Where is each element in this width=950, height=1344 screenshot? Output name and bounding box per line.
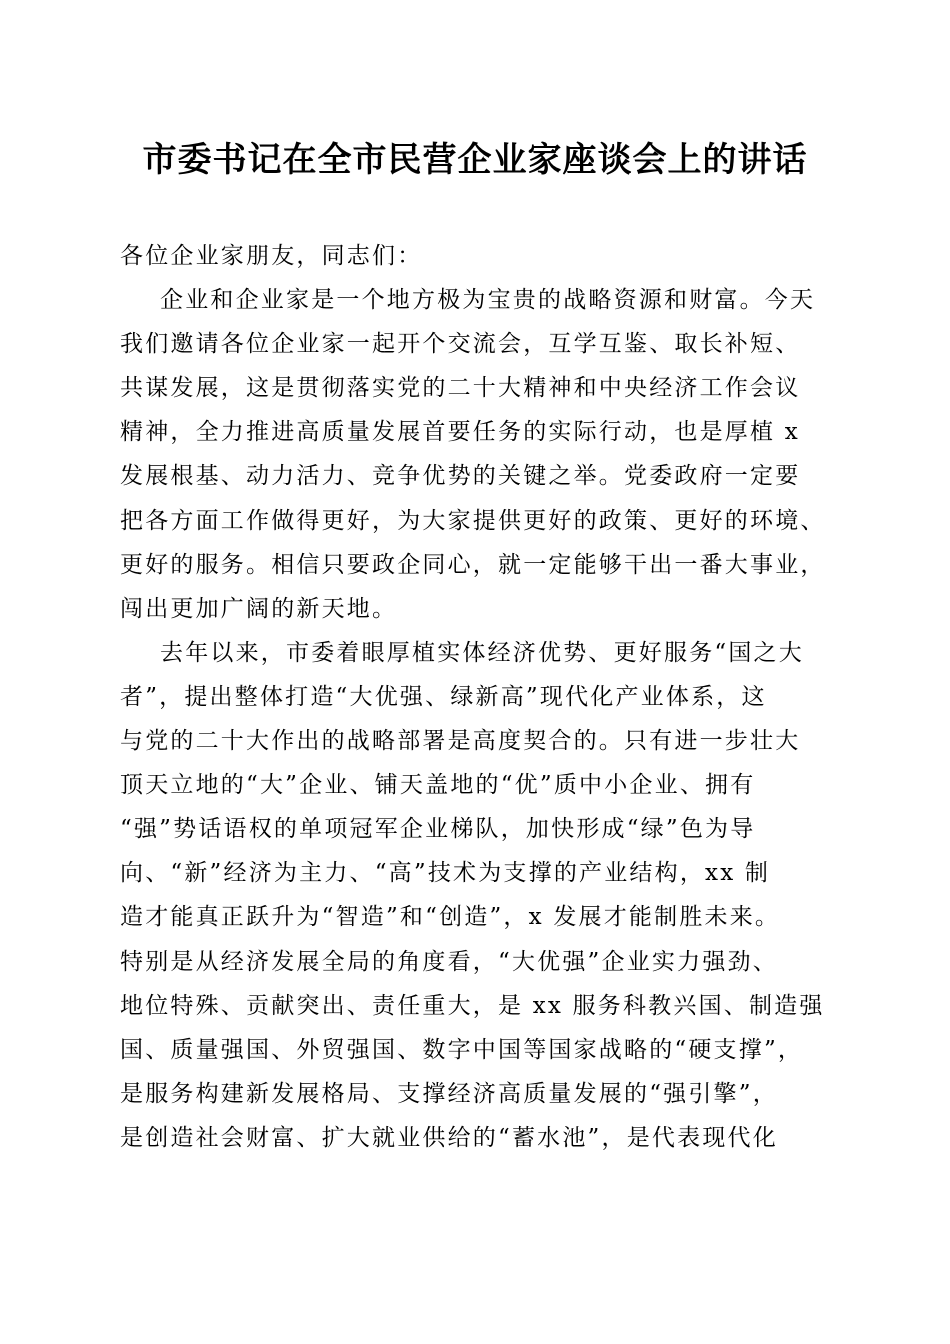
paragraph-line: “强”势话语权的单项冠军企业梯队，加快形成“绿”色为导 bbox=[120, 816, 756, 843]
paragraph-line: 顶天立地的“大”企业、铺天盖地的“优”质中小企业、拥有 bbox=[120, 772, 756, 799]
paragraph-line: 是服务构建新发展格局、支撑经济高质量发展的“强引擎”， bbox=[120, 1080, 778, 1107]
paragraph-line: 发展根基、动力活力、竞争优势的关键之举。党委政府一定要 bbox=[120, 463, 801, 490]
paragraph-2 bbox=[120, 631, 840, 1160]
paragraph-line: 特别是从经济发展全局的角度看，“大优强”企业实力强劲、 bbox=[120, 948, 778, 975]
document-body bbox=[120, 234, 840, 1160]
paragraph-line: 精神，全力推进高质量发展首要任务的实际行动，也是厚植 x bbox=[120, 419, 800, 446]
salutation: 各位企业家朋友，同志们： bbox=[120, 243, 423, 269]
paragraph-line: 与党的二十大作出的战略部署是高度契合的。只有进一步壮大 bbox=[120, 728, 801, 755]
paragraph-line: 闯出更加广阔的新天地。 bbox=[120, 595, 398, 622]
paragraph-line: 我们邀请各位企业家一起开个交流会，互学互鉴、取长补短、 bbox=[120, 331, 801, 358]
paragraph-line: 企业和企业家是一个地方极为宝贵的战略资源和财富。今天 bbox=[160, 287, 816, 314]
paragraph-line: 国、质量强国、外贸强国、数字中国等国家战略的“硬支撑”， bbox=[120, 1036, 804, 1063]
paragraph-line: 是创造社会财富、扩大就业供给的“蓄水池”，是代表现代化 bbox=[120, 1124, 778, 1151]
paragraph-line: 者”，提出整体打造“大优强、绿新高”现代化产业体系，这 bbox=[120, 683, 767, 710]
paragraph-1 bbox=[120, 278, 840, 631]
paragraph-line: 共谋发展，这是贯彻落实党的二十大精神和中央经济工作会议 bbox=[120, 375, 801, 402]
paragraph-line: 把各方面工作做得更好，为大家提供更好的政策、更好的环境、 bbox=[120, 507, 826, 534]
paragraph-line: 地位特殊、贡献突出、责任重大，是 xx 服务科教兴国、制造强 bbox=[120, 992, 825, 1019]
document-title: 市委书记在全市民营企业家座谈会上的讲话 bbox=[142, 140, 808, 180]
paragraph-line: 去年以来，市委着眼厚植实体经济优势、更好服务“国之大 bbox=[160, 639, 804, 666]
paragraph-line: 更好的服务。相信只要政企同心，就一定能够干出一番大事业， bbox=[120, 551, 826, 578]
paragraph-line: 造才能真正跃升为“智造”和“创造”，x 发展才能制胜未来。 bbox=[120, 904, 781, 931]
paragraph-line: 向、“新”经济为主力、“高”技术为支撑的产业结构，xx 制 bbox=[120, 860, 771, 887]
